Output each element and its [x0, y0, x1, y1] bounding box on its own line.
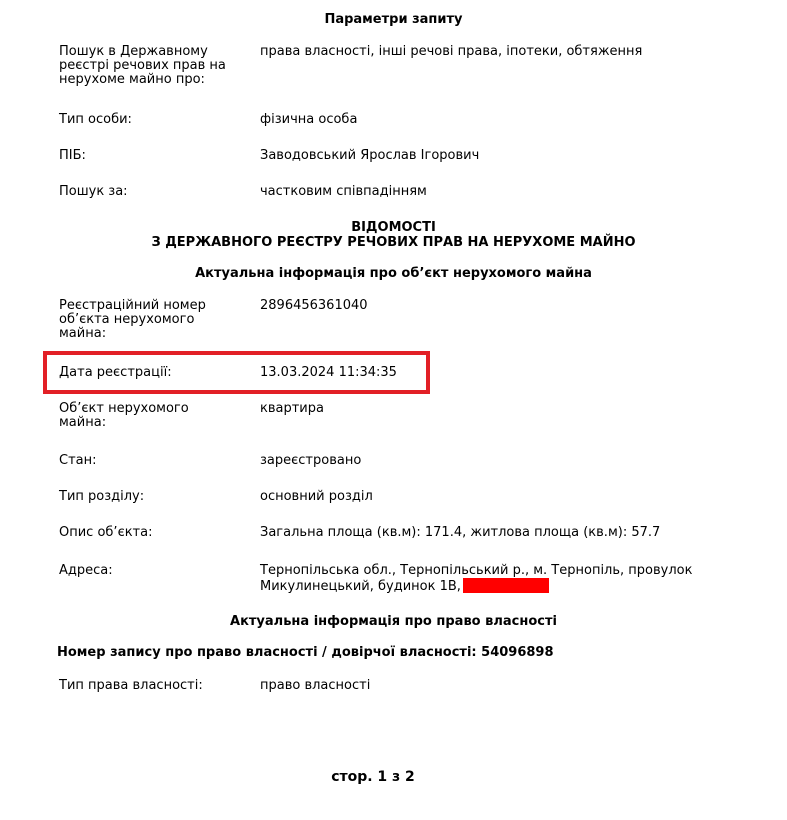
object-label-reg-date: Дата реєстрації: [59, 365, 172, 380]
object-label-reg-number: Реєстраційний номер об’єкта нерухомого майна: [59, 298, 206, 341]
object-label-status: Стан: [59, 453, 97, 468]
ownership-value-right-type: право власності [260, 678, 371, 693]
ownership-record-number: Номер запису про право власності / довірчої власності: 54096898 [57, 645, 554, 660]
registry-title-line2: З ДЕРЖАВНОГО РЕЄСТРУ РЕЧОВИХ ПРАВ НА НЕРУХОМЕ МАЙНО [151, 235, 636, 250]
object-label-section-type: Тип розділу: [59, 489, 145, 504]
object-label-object-type: Об’єкт нерухомого майна: [59, 401, 189, 430]
object-label-description: Опис об’єкта: [59, 525, 153, 540]
query-heading: Параметри запиту [324, 12, 463, 27]
query-value-search-about: права власності, інші речові права, іпотеки, обтяження [260, 44, 643, 59]
object-section-heading: Актуальна інформація про об’єкт нерухомого майна [195, 266, 592, 281]
object-label-address: Адреса: [59, 563, 113, 578]
query-label-person-type: Тип особи: [59, 112, 132, 127]
object-value-status: зареєстровано [260, 453, 362, 468]
registry-title-line1: ВІДОМОСТІ [351, 220, 436, 235]
query-value-full-name: Заводовський Ярослав Ігорович [260, 148, 480, 163]
ownership-label-right-type: Тип права власності: [59, 678, 203, 693]
query-label-search-about: Пошук в Державному реєстрі речових прав на нерухоме майно про: [59, 44, 226, 87]
redaction-mark [463, 578, 549, 593]
address-text: Тернопільська обл., Тернопільський р., м. Тернопіль, провулок Микулинецький, будинок 1В, [260, 563, 693, 594]
object-value-section-type: основний розділ [260, 489, 373, 504]
page-number: стор. 1 з 2 [331, 769, 415, 785]
object-value-description: Загальна площа (кв.м): 171.4, житлова площа (кв.м): 57.7 [260, 525, 661, 540]
query-label-full-name: ПІБ: [59, 148, 86, 163]
query-label-search-by: Пошук за: [59, 184, 128, 199]
object-value-object-type: квартира [260, 401, 324, 416]
object-value-address [260, 564, 710, 594]
query-value-search-by: частковим співпадінням [260, 184, 427, 199]
object-value-reg-date: 13.03.2024 11:34:35 [260, 365, 397, 380]
query-value-person-type: фізична особа [260, 112, 358, 127]
object-value-reg-number: 2896456361040 [260, 298, 368, 313]
ownership-section-heading: Актуальна інформація про право власності [230, 614, 557, 629]
